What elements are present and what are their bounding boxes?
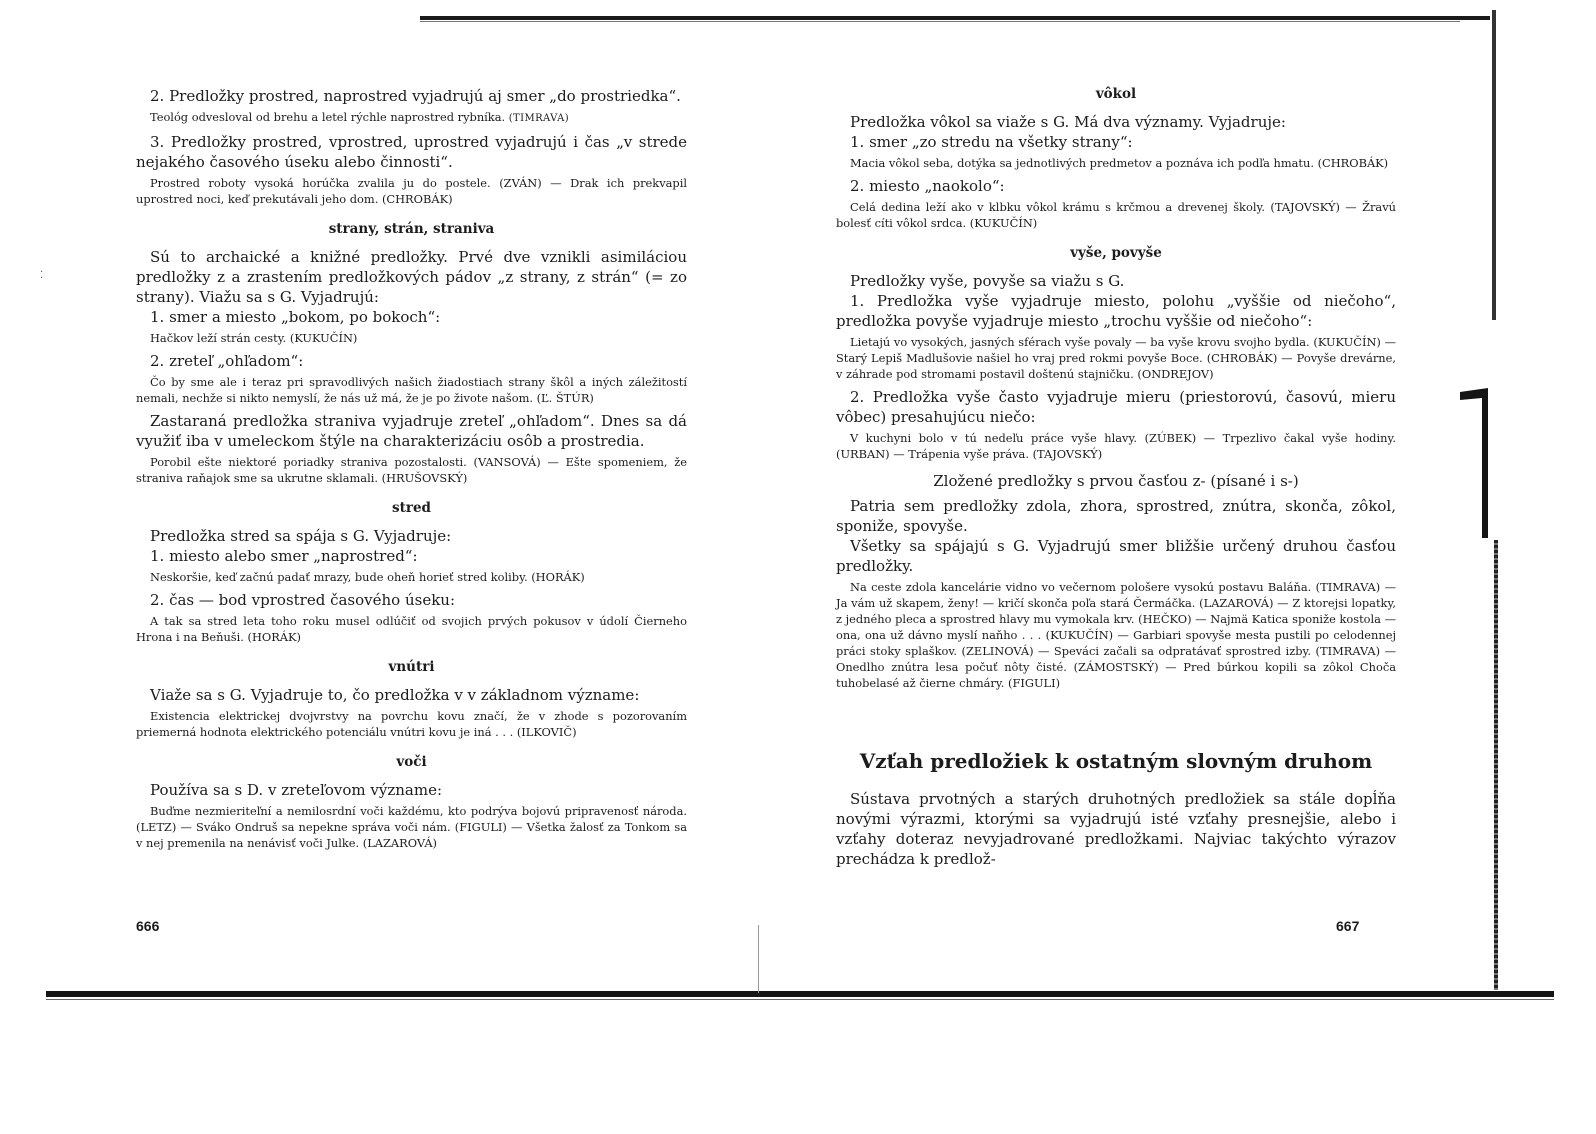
- example-text: A tak sa stred leta toho roku musel odlúčiť od svojich prvých pokusov v údolí Čierneho Hrona i na Beňuši. (HORÁK): [136, 614, 687, 644]
- section-heading: vnútri: [388, 659, 435, 675]
- bottom-edge-thin-rule: [46, 999, 1554, 1000]
- paragraph: 2. miesto „naokolo“:: [850, 177, 1005, 195]
- left-page: [136, 86, 687, 856]
- left-margin-mark: ⁚: [40, 270, 44, 281]
- example-text: Celá dedina leží ako v klbku vôkol krámu s krčmou a drevenej školy. (TAJOVSKÝ) — Žravú bolesť cíti vôkol srdca. (KUKUČÍN): [836, 200, 1396, 230]
- book-spine-line: [758, 925, 759, 993]
- section-heading: strany, strán, straniva: [328, 221, 495, 237]
- example-text: Buďme nezmieriteľní a nemilosrdní voči každému, kto podrýva bojovú pripravenosť národa. (LETZ) — Sváko Ondruš sa nepekne správa voči nám. (FIGULI) — Všetka žalosť za Tonkom sa v nej premenila na nenávisť voči Julke. (LAZAROVÁ): [136, 804, 687, 850]
- paragraph: Zastaraná predložka straniva vyjadruje zreteľ „ohľadom“. Dnes sa dá využiť iba v umeleckom štýle na charakterizáciu osôb a prostredia.: [136, 412, 687, 450]
- paragraph: 1. miesto alebo smer „naprostred“:: [150, 547, 418, 565]
- paragraph: 2. čas — bod vprostred časového úseku:: [150, 591, 456, 609]
- author-citation: (TIMRAVA): [508, 113, 570, 124]
- paragraph: Predložka vôkol sa viaže s G. Má dva významy. Vyjadruje:: [850, 113, 1286, 131]
- page-number-left: 666: [136, 918, 160, 934]
- section-heading: vyše, povyše: [1070, 245, 1162, 261]
- example-text: Čo by sme ale i teraz pri spravodlivých našich žiadostiach strany škôl a iných záležitostí nemali, nechže si nikto nemyslí, že nás už má, že je po živote našom. (Ľ. ŠTÚR): [136, 375, 687, 405]
- paragraph: 2. zreteľ „ohľadom“:: [150, 352, 304, 370]
- section-heading: stred: [392, 500, 431, 516]
- example-text: Neskoršie, keď začnú padať mrazy, bude oheň horieť stred koliby. (HORÁK): [150, 570, 585, 584]
- paragraph: Používa sa s D. v zreteľovom význame:: [150, 781, 442, 799]
- top-edge-thin-rule: [420, 21, 1460, 22]
- paragraph: 1. Predložka vyše vyjadruje miesto, polohu „vyššie od niečoho“, predložka povyše vyjadruje miesto „trochu vyššie od niečoho“:: [836, 292, 1396, 330]
- paragraph: 3. Predložky prostred, vprostred, uprostred vyjadrujú i čas „v strede nejakého časového úseku alebo činnosti“.: [136, 133, 687, 171]
- right-page-edge: [1492, 10, 1496, 320]
- paragraph: 1. smer „zo stredu na všetky strany“:: [850, 133, 1133, 151]
- paragraph: Sú to archaické a knižné predložky. Prvé dve vznikli asimiláciou predložky z a zrastením predložkových pádov „z strany, z strán“ (= zo strany). Viažu sa s G. Vyjadrujú:: [136, 248, 687, 306]
- paragraph: 2. Predložka vyše často vyjadruje mieru (priestorovú, časovú, mieru vôbec) presahujúcu niečo:: [836, 388, 1396, 426]
- example-text: Teológ odvesloval od brehu a letel rýchle naprostred rybníka. (TIMRAVA): [150, 110, 570, 124]
- scan-artifact-bracket: [1460, 388, 1490, 538]
- paragraph: Predložka stred sa spája s G. Vyjadruje:: [150, 527, 452, 545]
- example-text: Porobil ešte niektoré poriadky straniva pozostalosti. (VANSOVÁ) — Ešte spomeniem, že straniva raňajok sme sa ukrutne sklamali. (HRUŠOVSKÝ): [136, 455, 687, 485]
- paragraph: Patria sem predložky zdola, zhora, sprostred, znútra, skonča, zôkol, sponiže, spovyše.: [836, 497, 1396, 535]
- section-heading: vôkol: [1095, 86, 1137, 102]
- bottom-edge-rule: [46, 991, 1554, 997]
- example-text: Prostred roboty vysoká horúčka zvalila ju do postele. (ZVÁN) — Drak ich prekvapil uprostred noci, keď prekutávali jeho dom. (CHROBÁK): [136, 176, 687, 206]
- section-heading: voči: [396, 754, 427, 770]
- right-page-edge-lower: [1494, 540, 1498, 990]
- example-text: V kuchyni bolo v tú nedeľu práce vyše hlavy. (ZÚBEK) — Trpezlivo čakal vyše hodiny. (URBAN) — Trápenia vyše práva. (TAJOVSKÝ): [836, 431, 1396, 461]
- subsection-heading: Zložené predložky s prvou časťou z- (písané i s-): [933, 472, 1299, 490]
- chapter-heading: Vzťah predložiek k ostatným slovným druhom: [859, 749, 1373, 773]
- paragraph: Všetky sa spájajú s G. Vyjadrujú smer bližšie určený druhou časťou predložky.: [836, 537, 1396, 575]
- page-number-right: 667: [1336, 918, 1360, 934]
- paragraph: 2. Predložky prostred, naprostred vyjadrujú aj smer „do prostriedka“.: [150, 87, 681, 105]
- right-page: [836, 86, 1396, 869]
- example-text: Existencia elektrickej dvojvrstvy na povrchu kovu značí, že v zhode s pozorovaním priemerná hodnota elektrického potenciálu vnútri kovu je iná . . . (ILKOVIČ): [136, 709, 687, 739]
- paragraph: Predložky vyše, povyše sa viažu s G.: [850, 272, 1125, 290]
- top-edge-rule: [420, 16, 1490, 20]
- example-text: Lietajú vo vysokých, jasných sférach vyše povaly — ba vyše krovu svojho bydla. (KUKUČÍN) — Starý Lepiš Madlušovie našiel ho vraj pred rokmi povyše Boce. (CHROBÁK) — Povyše drevárne, v záhrade pod stromami postavil doštenú stajničku. (ONDREJOV): [836, 335, 1396, 381]
- paragraph: Sústava prvotných a starých druhotných predložiek sa stále dopĺňa novými výrazmi, ktorými sa vyjadrujú isté vzťahy presnejšie, alebo i vzťahy doteraz nevyjadrované predložkami. Najviac takýchto výrazov prechádza k predlož-: [836, 790, 1396, 868]
- example-text: Macia vôkol seba, dotýka sa jednotlivých predmetov a poznáva ich podľa hmatu. (CHROBÁK): [850, 156, 1389, 170]
- paragraph: 1. smer a miesto „bokom, po bokoch“:: [150, 308, 441, 326]
- example-text: Na ceste zdola kancelárie vidno vo večernom pološere vysokú postavu Baláňa. (TIMRAVA) — Ja vám už skapem, ženy! — kričí skonča poľa stará Čermáčka. (LAZAROVÁ) — Z ktorejsi lopatky, z jedného pleca a sprostred hlavy mu vymokala krv. (HEČKO) — Najmä Katica sponiže kostola — ona, ona už dávno myslí naňho . . . (KUKUČÍN) — Garbiari spovyše mesta pustili po celodennej práci stoky splaškov. (ZELINOVÁ) — Speváci začali sa odpratávať sprostred izby. (TIMRAVA) — Onedlho znútra lesa počuť nôty čisté. (ZÁMOSTSKÝ) — Pred búrkou kopili sa zôkol Choča tuhobelasé až čierne chmáry. (FIGULI): [836, 580, 1396, 690]
- paragraph: Viaže sa s G. Vyjadruje to, čo predložka v v základnom význame:: [150, 686, 640, 704]
- example-text: Hačkov leží strán cesty. (KUKUČÍN): [150, 331, 358, 345]
